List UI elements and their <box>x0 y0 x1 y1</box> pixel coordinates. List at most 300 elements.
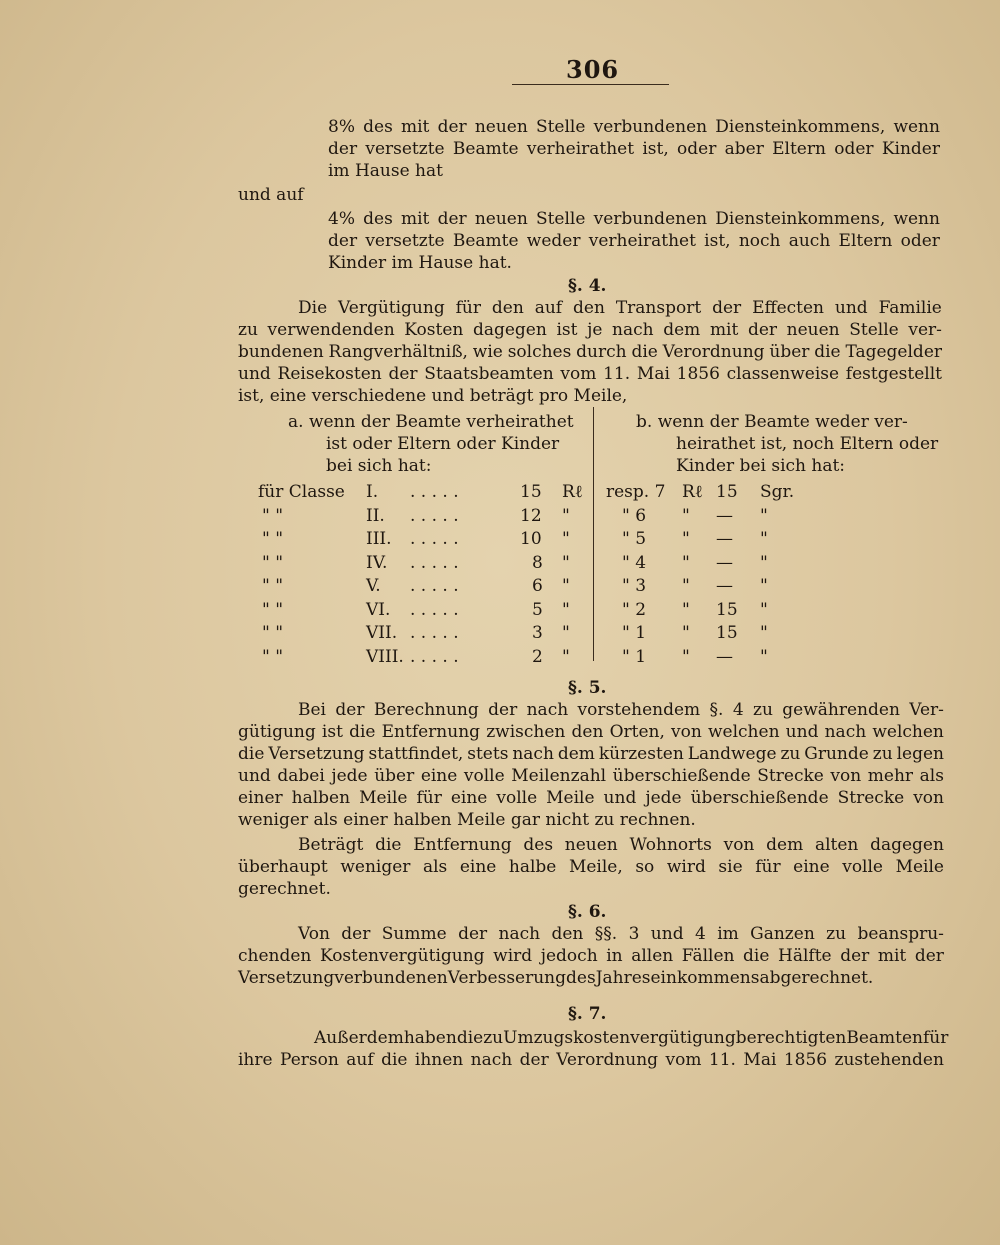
word: Grunde <box>804 744 869 764</box>
word: verwendenden <box>267 320 395 340</box>
table-divider <box>593 407 594 661</box>
word: halbe <box>508 857 557 877</box>
word: ihnen <box>414 1050 464 1070</box>
word: Hälfte <box>778 946 832 966</box>
word: nach <box>512 744 554 764</box>
word: Person <box>280 1050 339 1070</box>
word: chenden <box>238 946 312 966</box>
word: die <box>375 835 402 855</box>
word: über <box>374 766 415 786</box>
word: ihre <box>238 1050 273 1070</box>
word: wird <box>666 857 706 877</box>
word: Stelle <box>535 209 586 229</box>
row-value-a: 3 <box>532 623 543 643</box>
word: Umzugskostenvergütigung <box>503 1028 736 1048</box>
word: Beamten <box>846 1028 923 1048</box>
word: volle <box>463 766 505 786</box>
row-value-b: " 2 <box>622 599 647 620</box>
word: Verordnung <box>556 1050 659 1070</box>
row-value-b: " 1 <box>622 646 647 667</box>
word: für <box>755 857 781 877</box>
word: Beamte <box>452 139 519 159</box>
word: neuen <box>474 209 528 229</box>
word: Eltern <box>838 231 893 251</box>
row-value-b2: — <box>716 576 733 596</box>
row-unit-a: Rℓ <box>562 482 583 502</box>
section-5-line <box>298 834 944 856</box>
word: 4% <box>328 209 355 229</box>
row-value-b: " 3 <box>622 576 647 596</box>
word: §§. <box>594 924 618 944</box>
word: eine <box>459 857 497 877</box>
word: haben <box>403 1028 457 1048</box>
word: die <box>381 1050 408 1070</box>
row-prefix: " " <box>262 599 284 620</box>
word: wenn <box>893 209 940 229</box>
row-prefix: " " <box>262 529 284 549</box>
row-unit-b2: " <box>760 552 768 573</box>
word: gütigung <box>238 722 316 742</box>
word: und <box>238 364 271 384</box>
word: beanspru- <box>857 924 944 944</box>
row-value-b2: 15 <box>716 599 738 620</box>
word: eine <box>450 788 488 808</box>
word: abgerechnet. <box>759 968 874 988</box>
word: Beamte <box>452 231 519 251</box>
word: die <box>743 946 770 966</box>
intro-line <box>328 208 940 230</box>
word: mit <box>401 209 430 229</box>
word: §. <box>709 700 724 720</box>
word: Reisekosten <box>277 364 382 384</box>
word: 11. <box>708 1050 736 1070</box>
intro-line: und auf <box>238 185 304 205</box>
row-unit-b2: " <box>760 599 768 620</box>
word: der <box>388 364 418 384</box>
word: die <box>456 1028 484 1048</box>
word: Ver- <box>909 700 944 720</box>
word: der <box>328 231 358 251</box>
word: versetzte <box>365 139 445 159</box>
word: stets <box>467 744 509 764</box>
word: verheirathet <box>526 139 635 159</box>
word: weniger <box>340 857 411 877</box>
section-5-heading: §. 5. <box>568 678 607 698</box>
row-value-b2: 15 <box>716 482 738 502</box>
word: ver- <box>908 320 942 340</box>
word: vom <box>665 1050 702 1070</box>
word: Verordnung <box>662 342 765 362</box>
word: versetzte <box>365 231 445 251</box>
row-unit-b: " <box>682 576 690 596</box>
row-value-a: 8 <box>532 552 543 573</box>
word: mit <box>877 946 907 966</box>
intro-line <box>328 116 940 138</box>
row-value-a: 12 <box>520 505 542 526</box>
word: Summe <box>381 924 447 944</box>
word: Meile <box>546 788 595 808</box>
section-5-line <box>298 699 944 721</box>
row-leader: . . . . . <box>410 576 459 596</box>
word: ist <box>321 722 343 742</box>
word: volle <box>496 788 538 808</box>
word: des <box>363 209 393 229</box>
row-unit-b2: " <box>760 505 768 526</box>
word: zu <box>238 320 258 340</box>
word: jedoch <box>540 946 598 966</box>
word: nach <box>612 320 654 340</box>
intro-line: im Hause hat <box>328 161 443 181</box>
word: den <box>551 924 584 944</box>
word: neuen <box>564 835 618 855</box>
word: vorstehendem <box>577 700 701 720</box>
row-value-b2: — <box>716 552 733 573</box>
section-4-line <box>298 297 942 319</box>
section-4-line <box>238 363 942 385</box>
word: der <box>840 946 870 966</box>
word: die <box>238 744 265 764</box>
word: 8% <box>328 117 355 137</box>
row-unit-a: " <box>562 623 570 643</box>
word: Berechnung <box>373 700 479 720</box>
word: Entfernung <box>413 835 512 855</box>
word: Strecke <box>757 766 824 786</box>
word: Mai <box>636 364 670 384</box>
word: Die <box>298 298 328 318</box>
word: auf <box>346 1050 374 1070</box>
word: Diensteinkommens, <box>715 117 886 137</box>
word: Beträgt <box>298 835 364 855</box>
word: und <box>834 298 868 318</box>
word: 4 <box>732 700 744 720</box>
row-leader: . . . . . <box>410 623 459 643</box>
row-leader: . . . . . <box>410 505 459 526</box>
word: Außerdem <box>314 1028 404 1048</box>
word: neuen <box>474 117 528 137</box>
word: der <box>712 298 742 318</box>
row-unit-b: Rℓ <box>682 482 703 502</box>
word: mit <box>709 320 739 340</box>
section-5-line <box>238 721 944 743</box>
word: zu <box>780 744 801 764</box>
word: der <box>328 139 358 159</box>
word: zu <box>483 1028 504 1048</box>
row-value-a: 6 <box>532 576 543 596</box>
word: wird <box>493 946 533 966</box>
row-unit-b: " <box>682 505 690 526</box>
word: Rangverhältniß, <box>328 342 468 362</box>
word: eine <box>793 857 830 877</box>
word: sie <box>718 857 743 877</box>
word: überhaupt <box>238 857 328 877</box>
col-a-header: bei sich hat: <box>326 456 432 476</box>
row-unit-b2: " <box>760 576 768 596</box>
word: dem <box>663 320 701 340</box>
word: den <box>573 298 605 318</box>
word: dem <box>557 744 595 764</box>
word: nach <box>470 1050 513 1070</box>
word: Entfernung <box>381 722 481 742</box>
row-leader: . . . . . <box>410 482 459 502</box>
row-value-b: resp. 7 <box>606 482 666 502</box>
word: dabei <box>277 766 325 786</box>
row-class: I. <box>366 482 379 502</box>
word: Meilenzahl <box>511 766 607 786</box>
section-6-line <box>238 945 944 967</box>
section-4-line <box>238 319 942 341</box>
section-4-line: ist, eine verschiedene und beträgt pro Meile, <box>238 386 628 406</box>
word: ist, <box>704 231 731 251</box>
col-a-header: ist oder Eltern oder Kinder <box>326 434 560 454</box>
row-value-b: " 1 <box>622 623 647 643</box>
word: die <box>631 342 658 362</box>
word: wenn <box>893 117 940 137</box>
word: Kosten <box>404 320 464 340</box>
word: Meile <box>895 857 944 877</box>
row-leader: . . . . . <box>410 646 459 667</box>
word: vom <box>560 364 597 384</box>
row-value-a: 10 <box>520 529 542 549</box>
word: die <box>814 342 841 362</box>
word: eine <box>420 766 458 786</box>
word: zu <box>872 744 893 764</box>
word: welchen <box>707 722 780 742</box>
row-value-a: 5 <box>532 599 543 620</box>
section-5-line: weniger als einer halben Meile gar nicht zu rechnen. <box>238 810 696 830</box>
word: verbundenen <box>593 209 708 229</box>
row-prefix: " " <box>262 552 284 573</box>
word: oder <box>834 139 874 159</box>
word: durch <box>576 342 627 362</box>
word: allen <box>631 946 674 966</box>
word: des <box>523 835 554 855</box>
word: die <box>349 722 376 742</box>
word: Familie <box>878 298 942 318</box>
word: bundenen <box>238 342 324 362</box>
row-leader: . . . . . <box>410 599 459 620</box>
row-class: II. <box>366 505 385 526</box>
word: von <box>723 835 755 855</box>
row-class: V. <box>366 576 381 596</box>
word: von <box>830 766 862 786</box>
word: halben <box>291 788 351 808</box>
row-prefix: " " <box>262 646 284 667</box>
word: des <box>566 968 596 988</box>
word: und <box>603 788 637 808</box>
word: einer <box>238 788 283 808</box>
section-7-line <box>314 1027 949 1049</box>
word: Landwege <box>687 744 777 764</box>
row-unit-a: " <box>562 599 570 620</box>
word: oder <box>900 231 940 251</box>
word: neuen <box>786 320 840 340</box>
row-unit-b2: Sgr. <box>760 482 795 502</box>
row-class: VII. <box>366 623 398 643</box>
row-class: VI. <box>366 599 391 620</box>
word: verbundenen <box>334 968 448 988</box>
word: über <box>769 342 810 362</box>
row-value-a: 2 <box>532 646 543 667</box>
word: Verbesserung <box>447 968 567 988</box>
row-unit-b: " <box>682 552 690 573</box>
word: Strecke <box>837 788 905 808</box>
row-leader: . . . . . <box>410 529 459 549</box>
row-value-b2: — <box>716 505 733 526</box>
word: und <box>650 924 684 944</box>
row-unit-a: " <box>562 646 570 667</box>
word: Vergütigung <box>338 298 445 318</box>
word: der <box>437 209 467 229</box>
word: in <box>606 946 623 966</box>
section-5-line <box>238 856 944 878</box>
word: 11. <box>603 364 631 384</box>
word: dagegen <box>870 835 944 855</box>
word: der <box>488 700 518 720</box>
row-prefix: " " <box>262 623 284 643</box>
row-unit-b: " <box>682 599 690 620</box>
word: kürzesten <box>598 744 684 764</box>
word: den <box>571 722 604 742</box>
word: von <box>671 722 702 742</box>
word: der <box>458 924 488 944</box>
word: jede <box>645 788 682 808</box>
word: ist <box>556 320 578 340</box>
intro-line <box>328 138 940 160</box>
section-5-line: gerechnet. <box>238 879 331 899</box>
word: im <box>717 924 739 944</box>
row-prefix: " " <box>262 576 284 596</box>
word: 1856 <box>783 1050 828 1070</box>
word: 3 <box>628 924 640 944</box>
word: der <box>519 1050 549 1070</box>
word: welchen <box>872 722 944 742</box>
row-value-b: " 5 <box>622 529 647 549</box>
word: und <box>785 722 819 742</box>
row-value-a: 15 <box>520 482 542 502</box>
section-5-line <box>238 743 944 765</box>
row-unit-a: " <box>562 529 570 549</box>
row-unit-a: " <box>562 552 570 573</box>
word: zu <box>826 924 847 944</box>
word: Stelle <box>849 320 899 340</box>
section-6-line <box>298 923 944 945</box>
word: noch <box>738 231 781 251</box>
row-value-b2: — <box>716 529 733 549</box>
word: Bei <box>298 700 326 720</box>
word: Versetzung <box>238 968 335 988</box>
word: für <box>455 298 481 318</box>
word: Von <box>298 924 330 944</box>
word: 4 <box>694 924 706 944</box>
word: ist, <box>642 139 669 159</box>
word: oder <box>677 139 717 159</box>
word: verbundenen <box>593 117 708 137</box>
word: zwischen <box>486 722 566 742</box>
intro-line <box>328 230 940 252</box>
word: weder <box>526 231 581 251</box>
word: je <box>587 320 603 340</box>
row-unit-b2: " <box>760 646 768 667</box>
word: der <box>335 700 365 720</box>
word: Eltern <box>772 139 826 159</box>
word: verheirathet <box>588 231 696 251</box>
section-5-line <box>238 787 944 809</box>
word: Ganzen <box>750 924 815 944</box>
col-b-header: heirathet ist, noch Eltern oder <box>676 434 939 454</box>
word: auch <box>788 231 831 251</box>
word: Versetzung <box>268 744 365 764</box>
word: der <box>341 924 371 944</box>
word: gewährenden <box>782 700 900 720</box>
header-rule <box>512 84 669 85</box>
row-value-b2: 15 <box>716 623 738 643</box>
word: von <box>913 788 944 808</box>
word: stattfindet, <box>368 744 464 764</box>
word: für <box>923 1028 949 1048</box>
word: festgestellt <box>845 364 942 384</box>
intro-line: Kinder im Hause hat. <box>328 253 512 273</box>
section-4-heading: §. 4. <box>568 276 607 296</box>
word: der <box>437 117 467 137</box>
col-b-header: Kinder bei sich hat: <box>676 456 846 476</box>
word: der <box>914 946 944 966</box>
word: auf <box>534 298 563 318</box>
word: als <box>919 766 944 786</box>
word: des <box>363 117 393 137</box>
row-value-b: " 4 <box>622 552 647 573</box>
word: Stelle <box>535 117 586 137</box>
row-class: III. <box>366 529 392 549</box>
word: Wohnorts <box>629 835 712 855</box>
col-a-header: a. wenn der Beamte verheirathet <box>288 412 574 432</box>
row-class: IV. <box>366 552 388 573</box>
row-unit-b2: " <box>760 529 768 549</box>
word: Orten, <box>609 722 665 742</box>
row-unit-b: " <box>682 623 690 643</box>
section-6-heading: §. 6. <box>568 902 607 922</box>
word: zustehenden <box>834 1050 944 1070</box>
col-b-header: b. wenn der Beamte weder ver- <box>636 412 908 432</box>
word: Transport <box>615 298 702 318</box>
row-prefix: " " <box>262 505 284 526</box>
word: volle <box>842 857 883 877</box>
word: Fällen <box>681 946 735 966</box>
word: überschießende <box>690 788 829 808</box>
word: so <box>635 857 655 877</box>
word: 1856 <box>676 364 720 384</box>
word: aber <box>724 139 764 159</box>
word: Effecten <box>752 298 824 318</box>
word: nach <box>498 924 541 944</box>
row-value-b2: — <box>716 646 733 667</box>
row-leader: . . . . . <box>410 552 459 573</box>
word: Kostenvergütigung <box>319 946 485 966</box>
section-4-line <box>238 341 942 363</box>
row-value-b: " 6 <box>622 505 647 526</box>
word: alten <box>814 835 859 855</box>
word: Tagegelder <box>845 342 942 362</box>
row-unit-b2: " <box>760 623 768 643</box>
word: Jahreseinkommens <box>595 968 760 988</box>
word: Staatsbeamten <box>424 364 554 384</box>
section-7-line <box>238 1049 944 1071</box>
section-5-line <box>238 765 944 787</box>
word: legen <box>896 744 944 764</box>
word: Meile <box>359 788 408 808</box>
word: Mai <box>743 1050 777 1070</box>
row-unit-a: " <box>562 576 570 596</box>
word: solches <box>507 342 572 362</box>
